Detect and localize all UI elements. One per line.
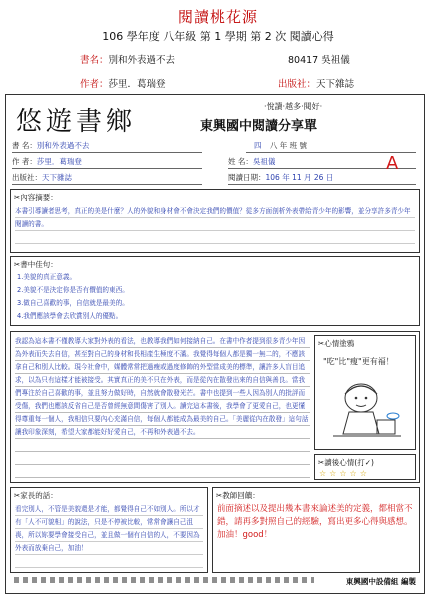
teacher-feedback-box <box>212 487 420 573</box>
quote-line-3: 3.做自己喜歡的事，自信就是最美的。 <box>17 299 129 307</box>
teacher-heading: ✂教師回饋： <box>216 491 260 500</box>
sheet-footer: 東興國中設備組 編製 <box>345 577 416 586</box>
rating-heading: ✂讀後心情(打✓) <box>318 458 374 467</box>
page-subtitle: 106 學年度 八年級 第 1 學期 第 2 次 閱讀心得 <box>102 30 334 43</box>
sheet-logo: 悠遊書鄉 <box>16 107 137 137</box>
field-class: 四 八 年 班 號 <box>246 140 416 153</box>
quote-line-1: 1.美貌的真正意義。 <box>17 273 77 281</box>
sheet-slogan: ‧悅讀‧越多‧閱好‧ <box>264 102 323 111</box>
mood-doodle-box <box>314 335 416 450</box>
mood-heading: ✂心情塗鴉 <box>318 339 355 348</box>
girl-doodle-icon <box>327 376 407 448</box>
author-meta: 作者：莎里．葛瑞登 <box>80 79 166 90</box>
field-book: 書 名：別和外表過不去 <box>12 140 202 153</box>
rating-stars-icon: ☆☆☆☆☆ <box>319 469 370 478</box>
summary-box <box>10 189 420 253</box>
parent-text: 看完別人，不管是美貌還是才能，都覺得自己不如別人。所以才有「人不可貌相」的說法，只是不停被比較，常常會讓自己沮喪，所以妳要學會接受自己，並且做一個有自信的人，不要因為外表而放棄自己，加油！ <box>15 503 203 571</box>
reflection-box <box>10 331 420 483</box>
rating-box <box>314 454 416 480</box>
field-author: 作 者：莎里．葛瑞登 <box>12 156 202 169</box>
field-date: 閱讀日期：106 年 11 月 26 日 <box>228 172 416 185</box>
summary-heading: ✂內容摘要： <box>14 193 58 202</box>
quotes-heading: ✂書中佳句： <box>14 260 58 269</box>
mood-speech: "吃"比"瘦"更有福！ <box>323 357 394 366</box>
parent-heading: ✂家長的話： <box>14 491 58 500</box>
favorite-quotes-box <box>10 256 420 326</box>
page-title: 閱讀桃花源 <box>177 8 258 26</box>
reflection-text: 我認為這本書不僅教導大家對外表的看法，也教導我們如何接納自己。在書中作者提到很多青少年因為外表而失去自信，甚至對自己的身材和長相產生極度不滿。我覺得每個人都是獨一無二的，不應該拿自己和別人比較。現今社會中，媒體常常把過瘦或過度修飾的外型當成美的標準，讓許多人盲目追求，以為只有這樣才能被接受。其實真正的美不只在外表，而是從內在散發出來的自信與善良。當我們專注於自己喜歡的事，並且努力做好時，自然就會散發光芒。書中也提到一些人因為別人的批評而受傷，我們也應該反省自己是否曾經無意間傷害了別人。讀完這本書後，我學會了更愛自己，也更懂得尊重每一個人，我相信只要內心充滿自信，每個人都能成為最美的自己。「美麗從內在散發」這句話讓我印象深刻，希望大家都能好好愛自己，不再和外表過不去。 <box>15 335 310 480</box>
grade-mark: A <box>386 153 399 174</box>
sheet-club-title: 東興國中閱讀分享單 <box>200 119 318 134</box>
quote-line-4: 4.我們應該學會去欣賞別人的優點。 <box>17 312 123 320</box>
book-title-meta: 書名：別和外表過不去 <box>80 55 176 66</box>
summary-text: 本書引導讀者思考，真正的美是什麼？人的外貌和身材會不會決定我們的價值？從多方面剖析外表帶給青少年的影響，並分享許多青少年閱讀的書。 <box>15 205 415 251</box>
field-publisher: 出版社：天下雜誌 <box>12 172 202 185</box>
footer-decoration-border <box>14 577 314 583</box>
student-id-name: 80417 吳祖儀 <box>288 55 350 66</box>
publisher-meta: 出版社：天下雜誌 <box>278 79 355 90</box>
reading-share-sheet <box>5 94 425 594</box>
parent-comment-box <box>10 487 208 573</box>
field-name: 姓 名：吳祖儀 <box>228 156 416 169</box>
quote-line-2: 2.美貌不是決定你是否有價值的東西。 <box>17 286 129 294</box>
teacher-text: 前面摘述以及提出幾本書來論述美的定義，都相當不錯，請再多對照自己的經驗，寫出更多心得與感想。加油！good！ <box>217 504 413 540</box>
